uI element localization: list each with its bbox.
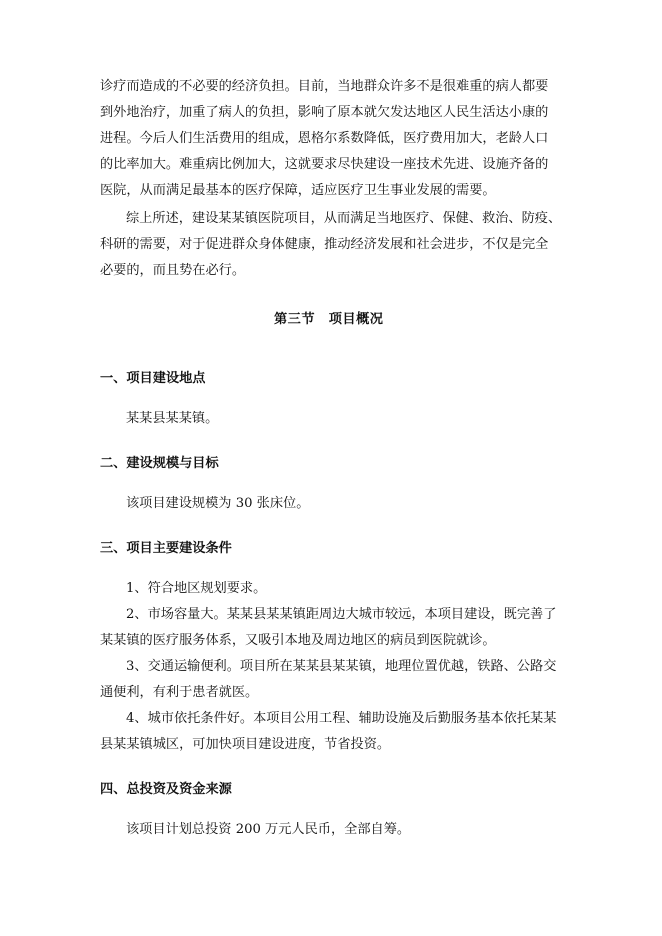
location-heading: 一、项目建设地点 (100, 371, 206, 386)
conditions-item-2-line-1: 2、市场容量大。某某县某某镇距周边大城市较远，本项目建设，既完善了 (126, 607, 557, 622)
investment-heading: 四、总投资及资金来源 (100, 782, 232, 797)
intro-line-3: 进程。今后人们生活费用的组成，恩格尔系数降低，医疗费用加大，老龄人口 (100, 131, 549, 146)
conditions-item-2-line-2: 某某镇的医疗服务体系，又吸引本地及周边地区的病员到医院就诊。 (100, 633, 496, 648)
conditions-item-4-line-2: 县某某镇城区，可加快项目建设进度，节省投资。 (100, 737, 391, 752)
conditions-item-4-line-1: 4、城市依托条件好。本项目公用工程、辅助设施及后勤服务基本依托某某 (126, 711, 557, 726)
summary-line-3: 必要的，而且势在必行。 (100, 263, 246, 278)
scale-text: 该项目建设规模为 30 张床位。 (126, 496, 310, 511)
summary-line-1: 综上所述，建设某某镇医院项目，从而满足当地医疗、保健、救治、防疫、 (126, 211, 562, 226)
investment-text: 该项目计划总投资 200 万元人民币，全部自筹。 (126, 822, 411, 837)
scale-heading: 二、建设规模与目标 (100, 456, 219, 471)
summary-line-2: 科研的需要，对于促进群众身体健康，推动经济发展和社会进步，不仅是完全 (100, 237, 549, 252)
intro-line-4: 的比率加大。难重病比例加大，这就要求尽快建设一座技术先进、设施齐备的 (100, 157, 549, 172)
conditions-heading: 三、项目主要建设条件 (100, 541, 232, 556)
conditions-item-3-line-2: 通便利，有利于患者就医。 (100, 685, 259, 700)
conditions-item-3-line-1: 3、交通运输便利。项目所在某某县某某镇，地理位置优越，铁路、公路交 (126, 659, 557, 674)
intro-line-1: 诊疗而造成的不必要的经济负担。目前，当地群众许多不是很难重的病人都要 (100, 79, 549, 94)
intro-line-2: 到外地治疗，加重了病人的负担，影响了原本就欠发达地区人民生活达小康的 (100, 105, 549, 120)
conditions-item-1: 1、符合地区规划要求。 (126, 581, 267, 596)
location-text: 某某县某某镇。 (126, 411, 219, 426)
intro-line-5: 医院，从而满足最基本的医疗保障，适应医疗卫生事业发展的需要。 (100, 183, 496, 198)
section-title: 第三节 项目概况 (274, 312, 384, 327)
